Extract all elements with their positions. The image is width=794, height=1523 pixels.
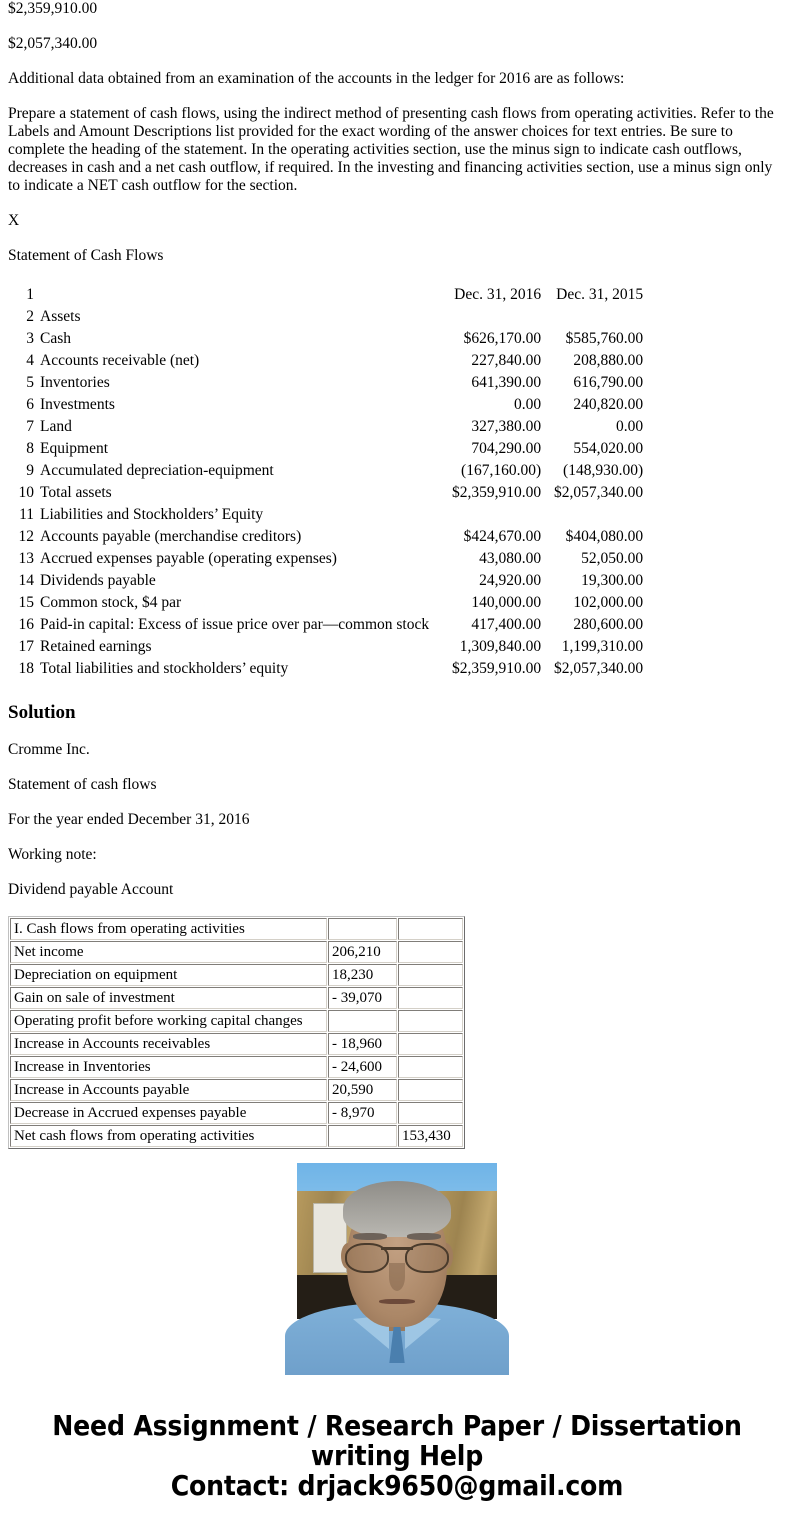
row-value-2016: 704,290.00 [471,440,542,457]
row-value-2015: 208,880.00 [573,352,644,369]
row-value-2015: (148,930.00) [563,462,644,479]
cash-flow-label: Depreciation on equipment [10,964,327,986]
cash-flow-label: Operating profit before working capital changes [10,1010,327,1032]
row-number: 16 [18,616,34,633]
row-label: Paid-in capital: Excess of issue price over par—common stock [40,616,430,633]
row-number: 6 [26,396,34,413]
row-value-2016: 43,080.00 [479,550,542,567]
row-value-2016: 227,840.00 [471,352,542,369]
cash-flow-label: Gain on sale of investment [10,987,327,1009]
promo-contact-email: Contact: drjack9650@gmail.com [170,1469,624,1502]
row-number: 2 [26,308,34,325]
cash-flow-amount-1: - 24,600 [328,1056,397,1078]
row-label: Inventories [40,374,110,391]
row-label: Dividends payable [40,572,156,589]
row-value-2016: (167,160.00) [461,462,542,479]
table-row [8,639,643,661]
cash-flow-amount-2 [398,1033,463,1055]
cash-flow-amount-2 [398,918,463,940]
solution-heading: Solution [8,702,76,723]
row-number: 15 [18,594,34,611]
row-number: 3 [26,330,34,347]
row-value-2015: 52,050.00 [581,550,644,567]
portrait-row [0,1163,794,1363]
row-value-2016: $2,359,910.00 [452,660,542,677]
table-row [10,1102,463,1124]
row-value-2016 [439,309,541,331]
balance-sheet-table [8,282,643,683]
cash-flow-amount-1: 20,590 [328,1079,397,1101]
table-row [10,1125,463,1147]
promo-footer [0,1411,794,1501]
row-value-2016: 641,390.00 [471,374,542,391]
table-row [10,964,463,986]
row-number: 10 [18,484,34,501]
table-row [10,1056,463,1078]
cash-flow-body [10,918,463,1147]
balance-sheet-body [8,282,643,683]
row-number: 11 [19,506,34,523]
promo-line-1: Need Assignment / Research Paper / Dissertation [52,1409,742,1442]
row-value-2015 [541,507,643,529]
avatar-glasses-bridge [381,1247,413,1250]
cash-flow-label: Net income [10,941,327,963]
cash-flow-amount-2 [398,987,463,1009]
table-row [8,551,643,573]
cash-flow-amount-2 [398,941,463,963]
row-label: Assets [40,308,81,325]
row-label [40,282,439,309]
cash-flow-amount-1: - 8,970 [328,1102,397,1124]
cash-flow-label: I. Cash flows from operating activities [10,918,327,940]
row-number: 5 [26,374,34,391]
row-value-2016: 1,309,840.00 [459,638,542,655]
table-row [8,441,643,463]
row-label: Accumulated depreciation-equipment [40,462,274,479]
cash-flow-amount-2: 153,430 [398,1125,463,1147]
total-assets-2015-amount: $2,057,340.00 [8,35,98,52]
row-number: 12 [18,528,34,545]
cash-flow-amount-1: - 18,960 [328,1033,397,1055]
row-number: 8 [26,440,34,457]
row-number: 17 [18,638,34,655]
row-value-2016: $626,170.00 [463,330,542,347]
avatar-hair [343,1181,451,1237]
row-value-2016: 0.00 [514,396,542,413]
table-row [8,661,643,683]
cash-flow-amount-1: - 39,070 [328,987,397,1009]
cash-flow-label: Decrease in Accrued expenses payable [10,1102,327,1124]
row-label: Land [40,418,72,435]
row-value-2016 [439,507,541,529]
row-value-2016: 417,400.00 [471,616,542,633]
row-label: Equipment [40,440,109,457]
cash-flow-label: Increase in Accounts payable [10,1079,327,1101]
table-row [10,918,463,940]
row-number: 4 [26,352,34,369]
table-row [8,617,643,639]
row-value-2015: $585,760.00 [565,330,644,347]
row-value-2016: 327,380.00 [471,418,542,435]
row-label: Retained earnings [40,638,152,655]
cash-flow-amount-2 [398,1079,463,1101]
table-row [10,941,463,963]
row-value-2015: 554,020.00 [573,440,644,457]
row-label: Common stock, $4 par [40,594,182,611]
column-header-2015: Dec. 31, 2015 [556,286,644,303]
row-label: Accounts receivable (net) [40,352,200,369]
cash-flow-amount-1: 18,230 [328,964,397,986]
table-row [8,282,643,309]
table-row [8,397,643,419]
row-value-2015: $2,057,340.00 [554,660,644,677]
cash-flow-amount-1 [328,918,397,940]
cash-flow-amount-2 [398,1056,463,1078]
cash-flow-amount-1 [328,1125,397,1147]
row-number: 1 [26,286,34,303]
problem-instructions: Prepare a statement of cash flows, using the indirect method of presenting cash flows from operating activities. Refer to the Labels and Amount Descriptions list provided for the exact wording of the answer choices for text entries. Be sure to complete the heading of the statement. In the operating activities section, use the minus sign to indicate cash outflows, decreases in cash and a net cash outflow, if required. In the investing and financing activities section, use a minus sign only to indicate a NET cash outflow for the section. [8,105,774,194]
row-number: 14 [18,572,34,589]
cash-flow-amount-1: 206,210 [328,941,397,963]
row-value-2015: 0.00 [616,418,644,435]
row-value-2015 [541,309,643,331]
working-note-label: Working note: [8,846,97,863]
cash-flow-label: Increase in Accounts receivables [10,1033,327,1055]
avatar-eyebrow-right [407,1233,441,1240]
table-row [8,529,643,551]
x-marker: X [8,212,20,229]
row-label: Total liabilities and stockholders’ equity [40,660,289,677]
row-value-2015: 240,820.00 [573,396,644,413]
promo-line-2: writing Help [310,1439,484,1472]
row-number: 7 [26,418,34,435]
cash-flow-amount-2 [398,964,463,986]
row-label: Accrued expenses payable (operating expenses) [40,550,337,567]
row-value-2015: 19,300.00 [581,572,644,589]
table-row [8,375,643,397]
row-value-2016: 24,920.00 [479,572,542,589]
row-value-2016: 140,000.00 [471,594,542,611]
cash-flow-amount-2 [398,1010,463,1032]
table-row [8,353,643,375]
additional-data-note: Additional data obtained from an examination of the accounts in the ledger for 2016 are as follows: [8,70,625,87]
avatar-nose [389,1263,405,1291]
row-number: 9 [26,462,34,479]
row-label: Total assets [40,484,112,501]
total-assets-2016-amount: $2,359,910.00 [8,0,98,17]
row-value-2016: $424,670.00 [463,528,542,545]
table-row [8,331,643,353]
row-label: Accounts payable (merchandise creditors) [40,528,302,545]
row-number: 18 [18,660,34,677]
row-value-2015: 616,790.00 [573,374,644,391]
table-row [10,1033,463,1055]
dividend-payable-account-label: Dividend payable Account [8,881,174,898]
avatar [297,1163,497,1363]
table-row [8,507,643,529]
column-header-2016: Dec. 31, 2016 [454,286,542,303]
table-row [8,309,643,331]
row-label: Investments [40,396,115,413]
table-row [8,595,643,617]
cash-flow-amount-2 [398,1102,463,1124]
avatar-mouth [379,1299,415,1304]
row-value-2015: $2,057,340.00 [554,484,644,501]
avatar-eyebrow-left [353,1233,387,1240]
row-value-2015: 102,000.00 [573,594,644,611]
row-value-2015: 280,600.00 [573,616,644,633]
table-row [8,485,643,507]
row-number: 13 [18,550,34,567]
row-value-2015: 1,199,310.00 [561,638,644,655]
table-row [10,987,463,1009]
solution-period: For the year ended December 31, 2016 [8,811,250,828]
cash-flow-amount-1 [328,1010,397,1032]
cash-flow-label: Net cash flows from operating activities [10,1125,327,1147]
row-value-2016: $2,359,910.00 [452,484,542,501]
table-row [10,1079,463,1101]
statement-of-cash-flows-title: Statement of Cash Flows [8,247,164,264]
cash-flow-table-viewport [8,916,786,1144]
cash-flow-label: Increase in Inventories [10,1056,327,1078]
solution-statement-title: Statement of cash flows [8,776,157,793]
row-value-2015: $404,080.00 [565,528,644,545]
table-row [8,419,643,441]
table-row [8,573,643,595]
row-label: Cash [40,330,71,347]
table-row [8,463,643,485]
row-label: Liabilities and Stockholders’ Equity [40,506,264,523]
cash-flow-statement-table [8,916,465,1149]
table-row [10,1010,463,1032]
company-name: Cromme Inc. [8,741,90,758]
